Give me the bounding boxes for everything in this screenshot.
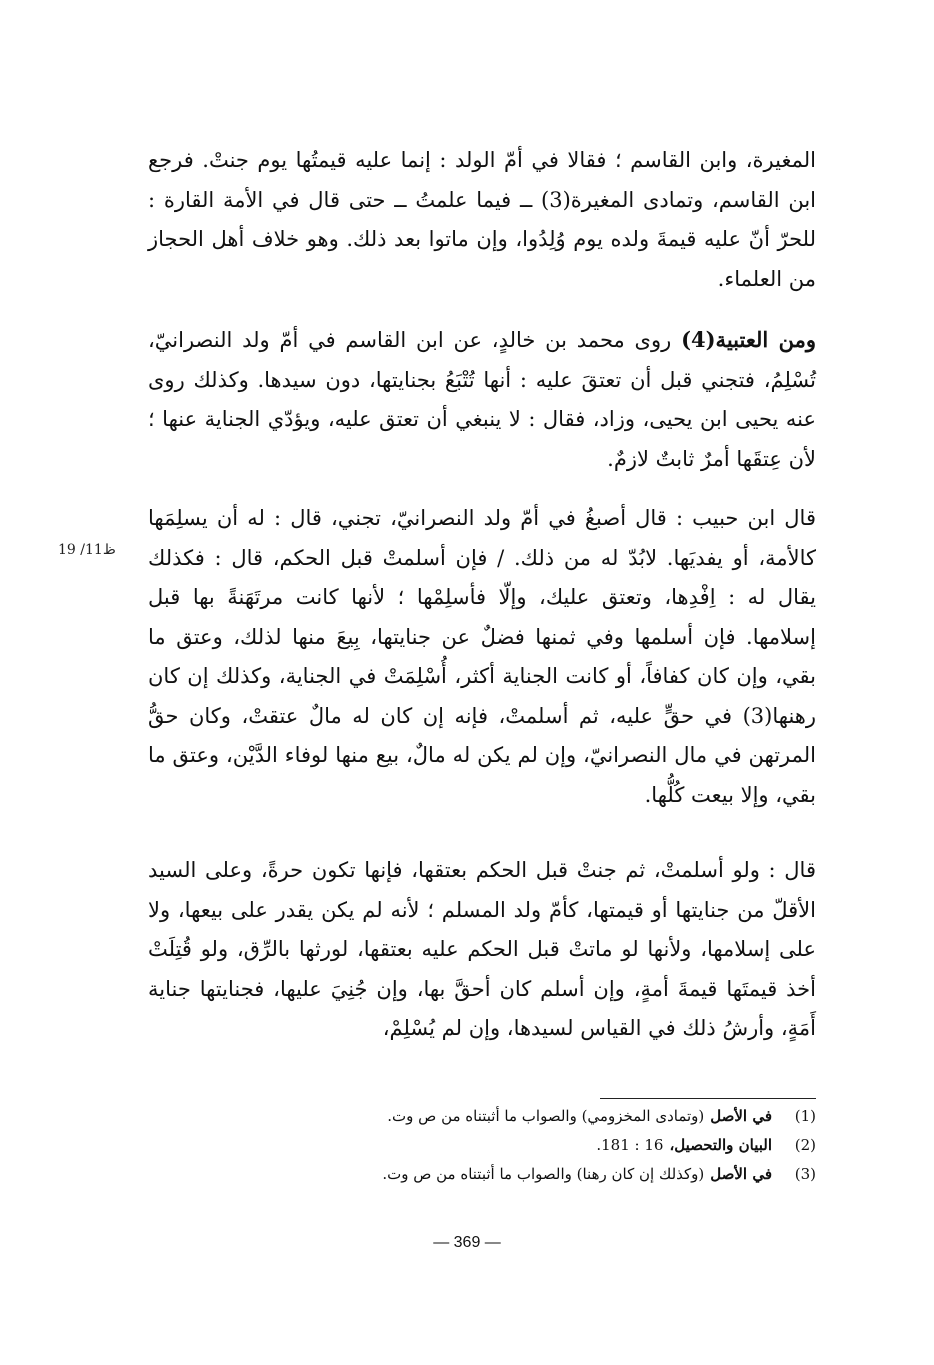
footnote-number: (3) xyxy=(794,1165,816,1183)
footnote-text: 16 : 181. xyxy=(596,1136,664,1154)
paragraph-1 xyxy=(148,140,816,299)
footnote-2 xyxy=(200,1131,816,1160)
manuscript-folio-marker: ظ11/ 19 xyxy=(58,542,116,558)
footnote-text: (وتمادى المخزومي) والصواب ما أثبتناه من ص وت. xyxy=(387,1107,705,1125)
paragraph-2 xyxy=(148,320,816,479)
paragraph-4 xyxy=(148,850,816,1049)
paragraph-2-lead: ومن العتبية(4) xyxy=(681,327,816,352)
paragraph-1-text: المغيرة، وابن القاسم ؛ فقالا في أمّ الولد : إنما عليه قيمتُها يوم جنتْ. فرجع ابن القاسم، وتمادى المغيرة(3) ــ فيما علمتُ ــ حتى قال في الأمة القارة : للحرّ أنّ عليه قيمةَ ولده يوم وُلِدُوا، وإن ماتوا بعد ذلك. وهو خلاف أهل الحجاز من العلماء. xyxy=(148,148,816,291)
paragraph-2-text: روى محمد بن خالدٍ، عن ابن القاسم في أمّ ولد النصرانيّ، تُسْلِمُ، فتجني قبل أن تعتقَ عليه : أنها تُتْبَعُ بجنايتها، دون سيدها. وكذلك روى عنه يحيى ابن يحيى، وزاد، فقال : لا ينبغي أن تعتق عليه، ويؤدّي الجناية عنها ؛ لأن عِتقَها أمرٌ ثابتٌ لازمٌ. xyxy=(148,328,816,471)
footnote-text: (وكذلك إن كان رهنا) والصواب ما أثبتناه من ص وت. xyxy=(382,1165,705,1183)
page-number: — 369 — xyxy=(433,1234,501,1251)
footnote-number: (1) xyxy=(794,1107,816,1125)
paragraph-3 xyxy=(148,498,816,815)
footnote-3 xyxy=(200,1160,816,1189)
footnote-1 xyxy=(200,1102,816,1131)
paragraph-3-text: قال ابن حبيب : قال أصبغُ في أمّ ولد النصرانيّ، تجني، قال : له أن يسلِمَها كالأمة، أو يفديَها. لابُدّ له من ذلك. / فإن أسلمتْ قبل الحكم، قال : فكذلك يقال له : اِفْدِها، وتعتق عليك، وإلّا فأسلِمْها ؛ لأنها كانت مرتَهَنةً بها قبل إسلامها. فإن أسلمها وفي ثمنها فضلٌ عن جنايتها، بِيعَ منها لذلك، وعتق ما بقي، وإن كان كفافاً، أو كانت الجناية أكثر، أُسْلِمَتْ في الجناية، وكذلك إن كان رهنها(3) في حقٍّ عليه، ثم أسلمتْ، فإنه إن كان له مالٌ عتقتْ، وكان حقُّ المرتهن في مال النصرانيّ، وإن لم يكن له مالٌ، بيع منها لوفاء الدَّيْن، وعتق ما بقي، وإلا بيعت كُلُّها. xyxy=(148,506,816,807)
footnote-source: في الأصل xyxy=(710,1107,772,1125)
footnote-source: في الأصل xyxy=(710,1165,772,1183)
footnote-number: (2) xyxy=(794,1136,816,1154)
footnote-source: البيان والتحصيل، xyxy=(669,1136,772,1154)
footnotes xyxy=(200,1102,816,1189)
footnote-divider xyxy=(600,1098,816,1099)
paragraph-4-text: قال : ولو أسلمتْ، ثم جنتْ قبل الحكم بعتقها، فإنها تكون حرةً، وعلى السيد الأقلّ من جنايتها أو قيمتها، كأمّ ولد المسلم ؛ لأنه لم يكن يقدر على بيعها، ولا على إسلامها، ولأنها لو ماتتْ قبل الحكم عليه بعتقها، لورثها بالرِّق، ولو قُتِلَتْ أخذ قيمتَها قيمةَ أمةٍ، وإن أسلم كان أحقَّ بها، وإن جُنِيَ عليها، فجنايتها جناية أَمَةٍ، وأرشُ ذلك في القياس لسيدها، وإن لم يُسْلِمْ، xyxy=(148,858,816,1040)
